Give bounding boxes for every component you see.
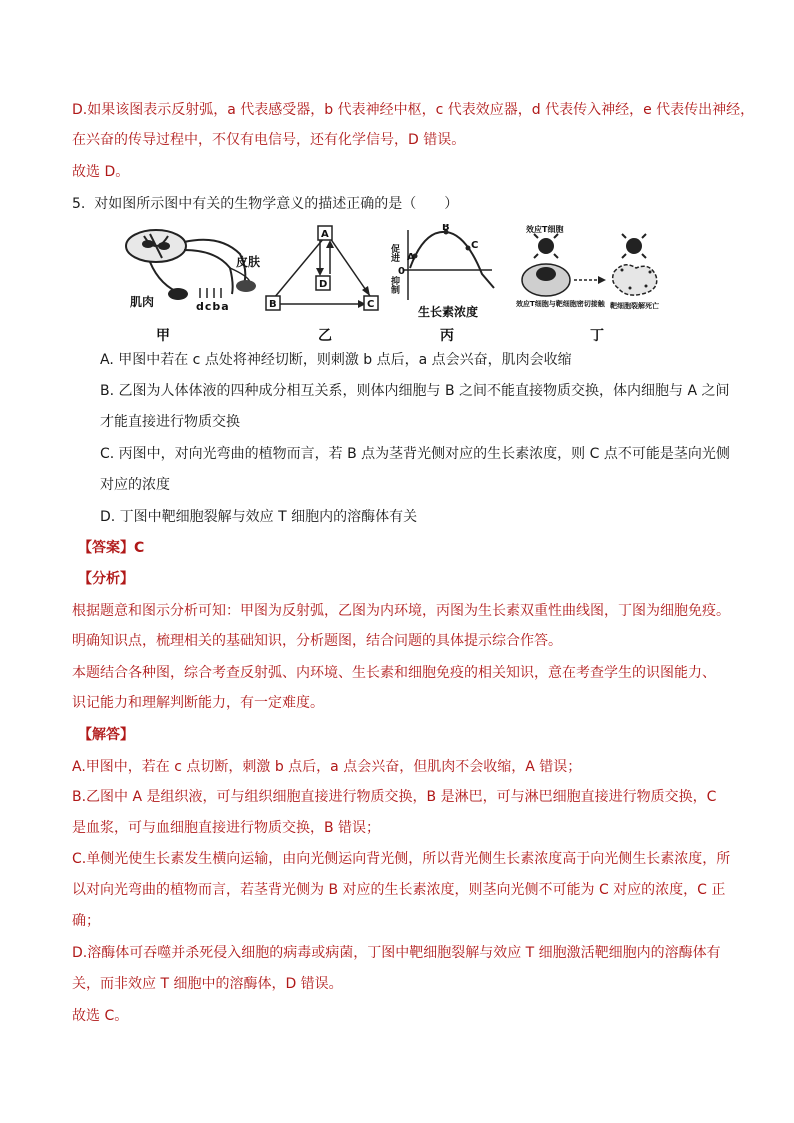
bing-ylabel-top: 促进	[389, 244, 399, 262]
solution-line-4: C.单侧光使生长素发生横向运输，由向光侧运向背光侧，所以背光侧生长素浓度高于向光侧生长素浓度，所	[72, 851, 731, 867]
answer-label: 【答案】C	[78, 540, 145, 556]
analysis-line-1: 根据题意和图示分析可知：甲图为反射弧，乙图为内环境，丙图为生长素双重性曲线图，丁图为细胞免疫。	[72, 603, 730, 619]
yi-node-b: B	[269, 299, 277, 310]
bing-caption: 丙	[440, 328, 454, 344]
option-d: D. 丁图中靶细胞裂解与效应 T 细胞内的溶酶体有关	[100, 509, 418, 525]
option-a: A. 甲图中若在 c 点处将神经切断，则刺激 b 点后，a 点会兴奋，肌肉会收缩	[100, 352, 572, 368]
solution-label: 【解答】	[78, 727, 134, 743]
jia-muscle-label: 肌肉	[130, 295, 155, 309]
ding-label-top: 效应T细胞	[526, 225, 564, 234]
option-b: B. 乙图为人体体液的四种成分相互关系，则体内细胞与 B 之间不能直接物质交换，体内细胞与 A 之间	[100, 383, 730, 399]
analysis-line-3: 本题结合各种图，综合考查反射弧、内环境、生长素和细胞免疫的相关知识，意在考查学生的识图能力、	[72, 665, 716, 681]
prev-answer-line-1: D.如果该图表示反射弧，a 代表感受器，b 代表神经中枢，c 代表效应器，d 代表传入神经，e 代表传出神经，	[72, 102, 755, 118]
analysis-line-2: 明确知识点，梳理相关的基础知识，分析题图，结合问题的具体提示综合作答。	[72, 633, 562, 649]
figure-yi-body-fluids	[266, 226, 378, 344]
jia-caption: 甲	[156, 328, 170, 344]
solution-line-7: D.溶酶体可吞噬并杀死侵入细胞的病毒或病菌，丁图中靶细胞裂解与效应 T 细胞激活靶细胞内的溶酶体有	[72, 945, 721, 961]
bing-point-b: B	[442, 224, 450, 233]
yi-node-c: C	[367, 299, 375, 310]
analysis-line-4: 识记能力和理解判断能力，有一定难度。	[72, 695, 324, 711]
yi-node-d: D	[319, 279, 328, 290]
solution-line-5: 以对向光弯曲的植物而言，若茎背光侧为 B 对应的生长素浓度，则茎向光侧不可能为 C 对应的浓度，C 正	[72, 882, 726, 898]
ding-caption: 丁	[590, 328, 604, 344]
option-b-cont: 才能直接进行物质交换	[100, 414, 240, 430]
jia-points-label: dcba	[196, 300, 230, 313]
figure-jia-reflex-arc	[126, 230, 260, 344]
solution-line-8: 关，而非效应 T 细胞中的溶酶体，D 错误。	[72, 976, 343, 992]
figure-ding-cell-immunity	[516, 224, 659, 344]
ding-label-left: 效应T细胞与靶细胞密切接触	[516, 300, 605, 308]
yi-caption: 乙	[318, 328, 332, 344]
analysis-label: 【分析】	[78, 571, 134, 587]
bing-point-a: A	[407, 252, 415, 263]
jia-skin-label: 皮肤	[236, 255, 261, 269]
solution-line-6: 确；	[72, 913, 100, 929]
prev-conclusion: 故选 D。	[72, 164, 130, 180]
option-c: C. 丙图中，对向光弯曲的植物而言，若 B 点为茎背光侧对应的生长素浓度，则 C 点不可能是茎向光侧	[100, 446, 730, 462]
figure-bing-auxin-curve	[389, 224, 494, 344]
bing-point-c: C	[471, 240, 479, 251]
option-c-cont: 对应的浓度	[100, 477, 170, 493]
solution-line-3: 是血浆，可与血细胞直接进行物质交换，B 错误；	[72, 820, 381, 836]
yi-node-a: A	[321, 229, 329, 240]
ding-label-right: 靶细胞裂解死亡	[610, 302, 659, 310]
solution-line-1: A.甲图中，若在 c 点切断，刺激 b 点后，a 点会兴奋，但肌肉不会收缩，A 错误；	[72, 759, 582, 775]
prev-answer-line-2: 在兴奋的传导过程中，不仅有电信号，还有化学信号，D 错误。	[72, 132, 466, 148]
solution-line-2: B.乙图中 A 是组织液，可与组织细胞直接进行物质交换，B 是淋巴，可与淋巴细胞直接进行物质交换，C	[72, 789, 717, 805]
question-text: 对如图所示图中有关的生物学意义的描述正确的是（ ）	[94, 196, 459, 212]
solution-conclusion: 故选 C。	[72, 1008, 129, 1024]
bing-zero: 0	[398, 266, 405, 277]
question-number: 5.	[72, 196, 86, 212]
bing-ylabel-bottom: 抑制	[389, 276, 399, 294]
question-stem	[72, 194, 458, 214]
question-figure	[120, 224, 700, 346]
bing-xlabel: 生长素浓度	[418, 305, 479, 319]
